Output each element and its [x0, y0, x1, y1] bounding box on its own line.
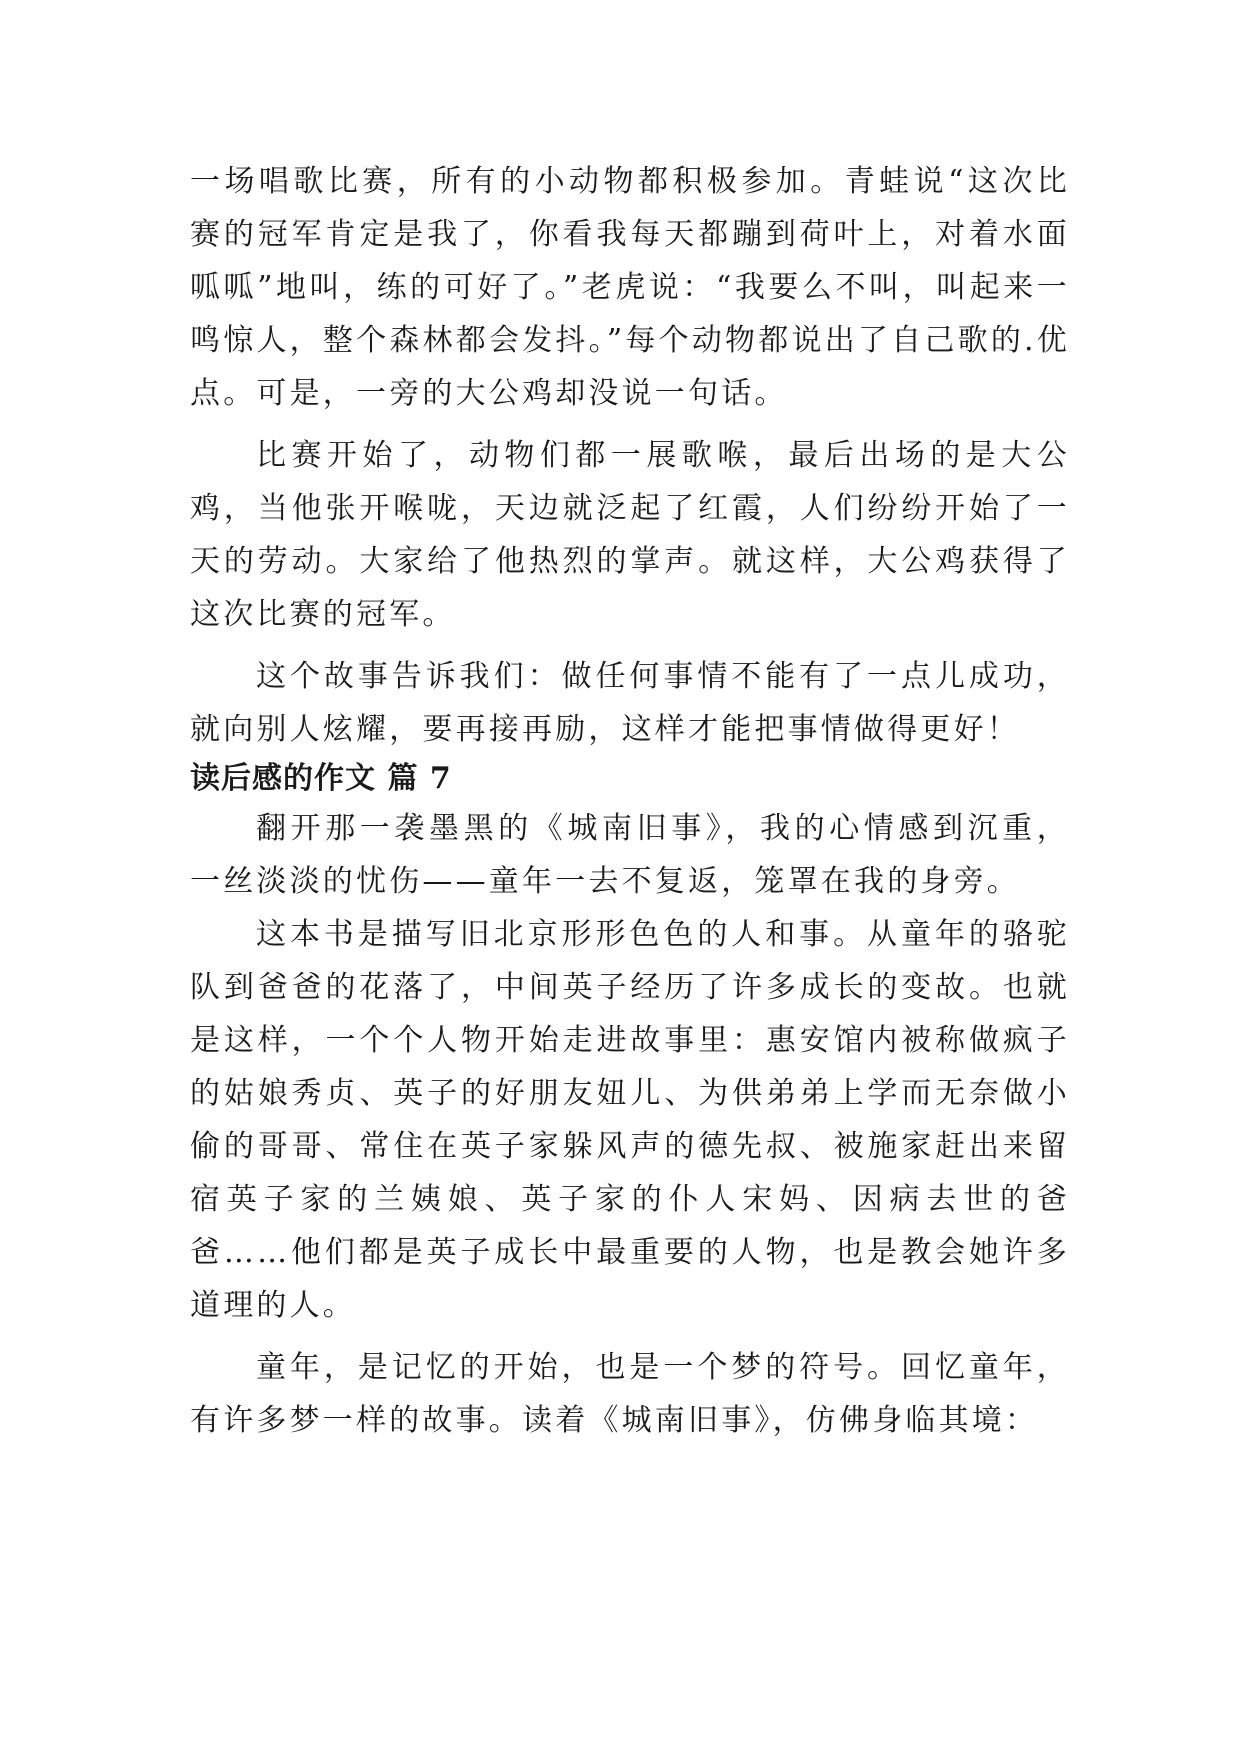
paragraph-opening-book: 翻开那一袭墨黑的《城南旧事》，我的心情感到沉重，一丝淡淡的忧伤——童年一去不复返，笼罩在我的身旁。: [190, 811, 1070, 899]
paragraph-moral: 这个故事告诉我们：做任何事情不能有了一点儿成功，就向别人炫耀，要再接再励，这样才能把事情做得更好！: [190, 659, 1070, 747]
paragraph-contest-result: 比赛开始了，动物们都一展歌喉，最后出场的是大公鸡，当他张开喉咙，天边就泛起了红霞，人们纷纷开始了一天的劳动。大家给了他热烈的掌声。就这样，大公鸡获得了这次比赛的冠军。: [190, 438, 1070, 632]
section-heading: 读后感的作文 篇 7: [190, 761, 452, 796]
paragraph-book-summary: 这本书是描写旧北京形形色色的人和事。从童年的骆驼队到爸爸的花落了，中间英子经历了许多成长的变故。也就是这样，一个个人物开始走进故事里：惠安馆内被称做疯子的姑娘秀贞、英子的好朋友妞儿、为供弟弟上学而无奈做小偷的哥哥、常住在英子家躲风声的德先叔、被施家赶出来留宿英子家的兰姨娘、英子家的仆人宋妈、因病去世的爸爸……他们都是英子成长中最重要的人物，也是教会她许多道理的人。: [190, 917, 1070, 1323]
paragraph-childhood: 童年，是记忆的开始，也是一个梦的符号。回忆童年，有许多梦一样的故事。读着《城南旧事》，仿佛身临其境：: [190, 1350, 1070, 1438]
paragraph-singing-contest: 一场唱歌比赛，所有的小动物都积极参加。青蛙说“这次比赛的冠军肯定是我了，你看我每天都蹦到荷叶上，对着水面呱呱”地叫，练的可好了。”老虎说：“我要么不叫，叫起来一鸣惊人，整个森林都会发抖。”每个动物都说出了自己歌的.优点。可是，一旁的大公鸡却没说一句话。: [190, 164, 1070, 411]
document-body: [190, 155, 1070, 1447]
